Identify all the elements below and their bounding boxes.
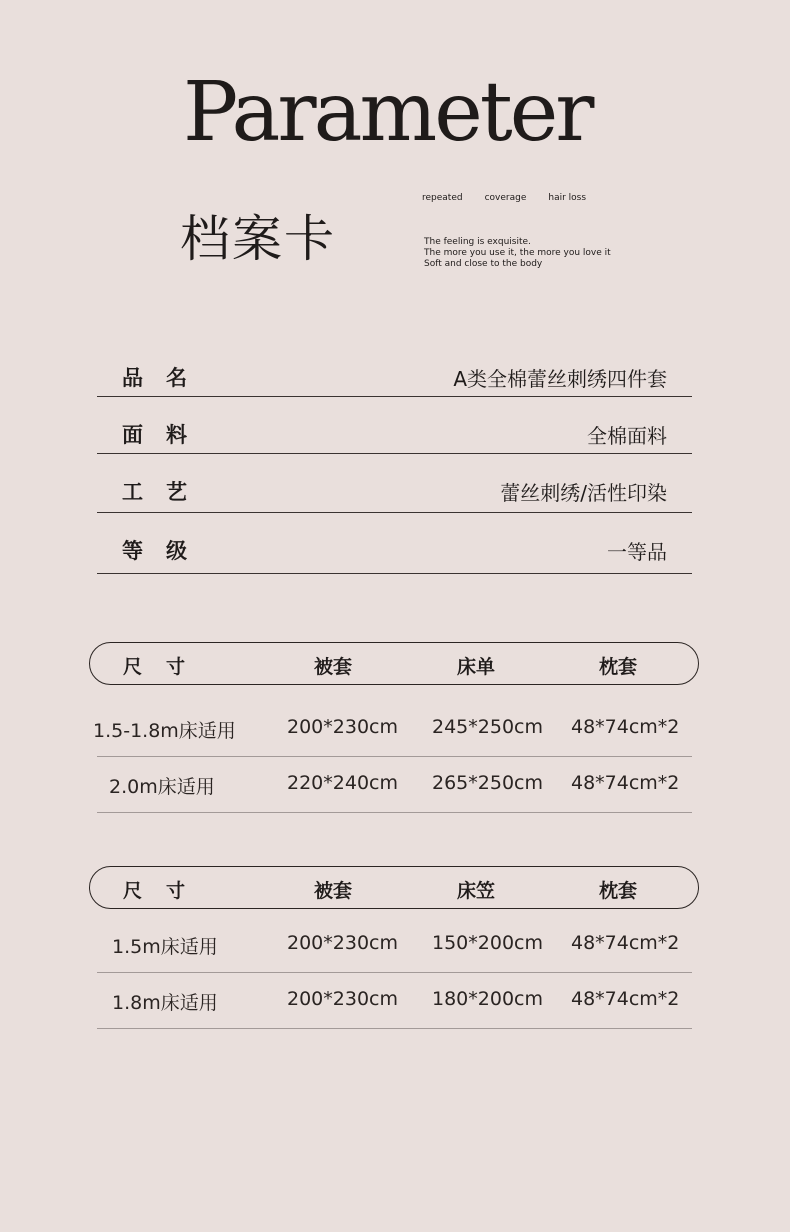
table-header-size: 尺寸 — [123, 880, 210, 902]
tagline — [424, 237, 611, 270]
tagline-line: The feeling is exquisite. — [424, 237, 531, 247]
tagline-line: The more you use it, the more you love it — [424, 248, 611, 258]
info-row-fabric — [97, 397, 692, 454]
info-value: 全棉面料 — [587, 424, 667, 448]
table-cell: 48*74cm*2 — [571, 716, 680, 738]
table-row — [97, 757, 692, 813]
table-cell: 180*200cm — [432, 988, 543, 1010]
table-header-fitted-sheet: 床笠 — [457, 880, 496, 902]
tag-hair-loss: hair loss — [548, 193, 587, 203]
info-value: 蕾丝刺绣/活性印染 — [500, 481, 667, 505]
tag-list — [422, 193, 586, 203]
info-row-grade — [97, 513, 692, 574]
table-cell: 200*230cm — [287, 988, 398, 1010]
table-row — [97, 973, 692, 1029]
table2-header — [89, 866, 699, 909]
table-header-sheet: 床单 — [457, 656, 496, 678]
table-cell: 245*250cm — [432, 716, 543, 738]
info-value: 一等品 — [607, 540, 667, 564]
table1-header — [89, 642, 699, 685]
table-cell: 1.5m床适用 — [112, 936, 218, 958]
info-row-craft — [97, 454, 692, 513]
tagline-line: Soft and close to the body — [424, 259, 543, 269]
table-cell: 1.5-1.8m床适用 — [93, 720, 236, 742]
info-row-product-name — [97, 350, 692, 397]
table-cell: 220*240cm — [287, 772, 398, 794]
table-row — [97, 917, 692, 973]
table-cell: 48*74cm*2 — [571, 772, 680, 794]
table-cell: 2.0m床适用 — [109, 776, 215, 798]
table-cell: 265*250cm — [432, 772, 543, 794]
info-label: 品名 — [122, 366, 210, 390]
table-row — [93, 701, 692, 757]
info-label: 面料 — [122, 423, 210, 447]
table-header-size: 尺寸 — [123, 656, 210, 678]
table-header-duvet-cover: 被套 — [314, 656, 353, 678]
page-title-chinese: 档案卡 — [180, 210, 336, 268]
tag-repeated: repeated — [422, 193, 463, 203]
tag-coverage: coverage — [484, 193, 527, 203]
page-title-english: Parameter — [183, 65, 592, 160]
table-cell: 48*74cm*2 — [571, 988, 680, 1010]
table-cell: 150*200cm — [432, 932, 543, 954]
table-cell: 1.8m床适用 — [112, 992, 218, 1014]
table-cell: 200*230cm — [287, 932, 398, 954]
table-header-duvet-cover: 被套 — [314, 880, 353, 902]
info-label: 等级 — [122, 539, 210, 563]
table-header-pillowcase: 枕套 — [599, 656, 638, 678]
table-cell: 48*74cm*2 — [571, 932, 680, 954]
table-cell: 200*230cm — [287, 716, 398, 738]
info-label: 工艺 — [122, 480, 210, 504]
info-value: A类全棉蕾丝刺绣四件套 — [453, 367, 667, 391]
table-header-pillowcase: 枕套 — [599, 880, 638, 902]
